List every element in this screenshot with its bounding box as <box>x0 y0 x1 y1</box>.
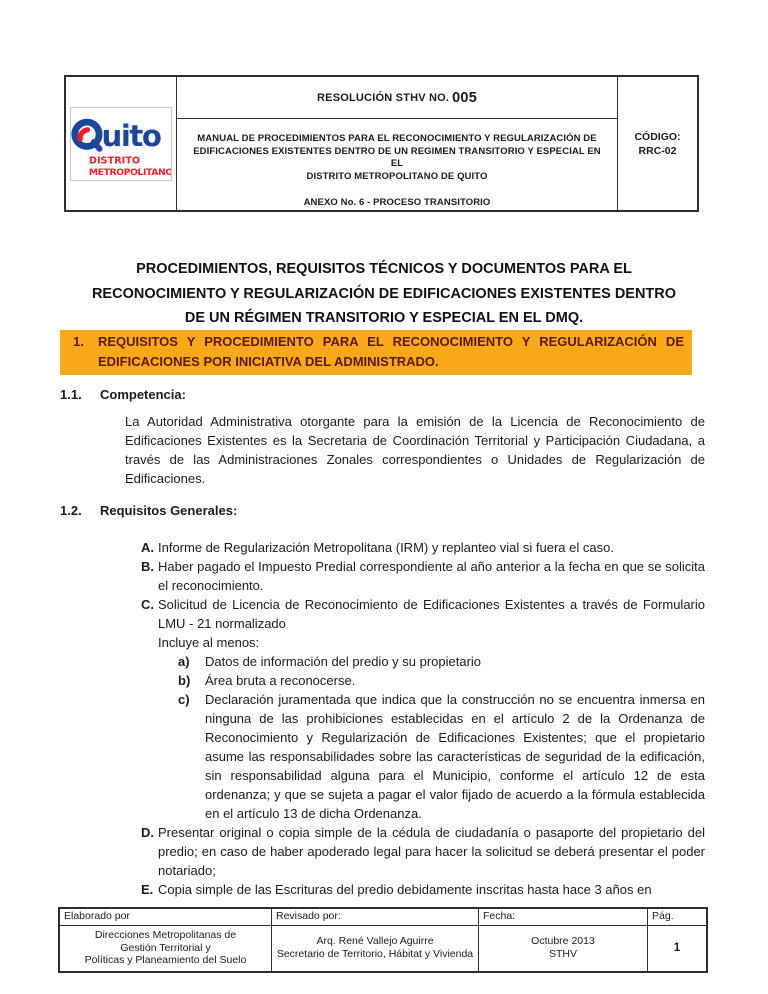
section-1-text: REQUISITOS Y PROCEDIMIENTO PARA EL RECONOCIMIENTO Y REGULARIZACIÓN DE EDIFICACIONES POR INICIATIVA DEL ADMINISTRADO. <box>98 334 684 369</box>
requisito-label: E. <box>141 882 154 897</box>
footer-fecha-cell <box>478 925 647 971</box>
footer-elaborado-line: Gestión Territorial y <box>120 941 211 954</box>
requisito-label: D. <box>141 825 154 840</box>
requisito-item-b <box>141 557 705 595</box>
requisito-text: Presentar original o copia simple de la cédula de ciudadanía o pasaporte del propietario del predio; en caso de haber apoderado legal para hacer la solicitud se deberá presentar el poder notariado; <box>158 825 705 878</box>
footer-header-fecha: Fecha: <box>478 909 647 925</box>
manual-title-cell <box>177 119 617 210</box>
sub-requisito-item-a <box>178 652 705 671</box>
manual-title-line: DISTRITO METROPOLITANO DE QUITO <box>306 170 488 182</box>
sub-requisito-text: Área bruta a reconocerse. <box>205 673 356 688</box>
section-1-2-heading <box>60 503 237 518</box>
footer-fecha-line: STHV <box>548 947 577 960</box>
footer-fecha-line: Octubre 2013 <box>531 935 595 948</box>
sub-requisito-label: b) <box>178 673 191 688</box>
manual-title-line: MANUAL DE PROCEDIMIENTOS PARA EL RECONOCIMIENTO Y REGULARIZACIÓN DE <box>197 133 597 144</box>
sub-requisito-label: a) <box>178 654 190 669</box>
footer-elaborado-line: Direcciones Metropolitanas de <box>94 929 237 941</box>
document-title-line: RECONOCIMIENTO Y REGULARIZACIÓN DE EDIFICACIONES EXISTENTES DENTRO <box>91 285 677 302</box>
requisito-item-e <box>141 880 705 899</box>
footer-page-number: 1 <box>673 941 681 954</box>
resolution-prefix: RESOLUCIÓN STHV NO. <box>317 91 450 104</box>
header-center-column <box>177 77 617 210</box>
sub-requisito-item-b <box>178 671 705 690</box>
requisito-item-c <box>141 595 705 823</box>
footer-header-revisado: Revisado por: <box>271 909 478 925</box>
logo-metropolitano: METROPOLITANO <box>88 166 171 178</box>
section-1-2-title: Requisitos Generales: <box>100 503 238 518</box>
section-1-1-number: 1.1. <box>60 387 82 402</box>
sub-requisito-label: c) <box>178 692 190 707</box>
footer-elaborado-cell <box>60 925 271 971</box>
anexo-title: ANEXO No. 6 - PROCESO TRANSITORIO <box>303 197 491 208</box>
footer-revisado-line: Secretario de Territorio, Hábitat y Vivienda <box>276 947 474 960</box>
sub-requisito-text: Declaración juramentada que indica que la construcción no se encuentra inmersa en ninguna de las prohibiciones establecidas en el artículo 2 de la Ordenanza de Reconocimiento y Regularización de Edificaciones Existentes; que el propietario asume las responsabilidades sobre las características de seguridad de la edificación, sin responsabilidad alguna para el Municipio, conforme el artículo 12 de esta ordenanza; y que se sujeta a pagar el valor fijado de acuerdo a la fórmula establecida en el artículo 13 de dicha Ordenanza. <box>205 692 705 821</box>
codigo-cell <box>617 77 697 210</box>
header-table <box>64 75 699 212</box>
document-title-line: DE UN RÉGIMEN TRANSITORIO Y ESPECIAL EN EL DMQ. <box>184 310 584 326</box>
section-1-1-heading <box>60 387 186 402</box>
requisito-text: Haber pagado el Impuesto Predial correspondiente al año anterior a la fecha en que se solicita el reconocimiento. <box>158 559 705 593</box>
requisito-label: A. <box>141 540 154 555</box>
quito-logo <box>70 107 172 181</box>
footer-revisado-cell <box>271 925 478 971</box>
resolution-title <box>177 77 617 119</box>
manual-title-line: EDIFICACIONES EXISTENTES DENTRO DE UN REGIMEN TRANSITORIO Y ESPECIAL EN EL <box>193 145 601 169</box>
footer-revisado-line: Arq. René Vallejo Aguirre <box>316 935 434 948</box>
requisito-text: Informe de Regularización Metropolitana (IRM) y replanteo vial si fuera el caso. <box>158 540 614 555</box>
footer-header-elaborado: Elaborado por <box>64 910 130 922</box>
section-1-number: 1. <box>73 334 84 349</box>
document-title <box>64 257 704 331</box>
requisito-item-d <box>141 823 705 880</box>
section-1-2-number: 1.2. <box>60 503 82 518</box>
document-title-line: PROCEDIMIENTOS, REQUISITOS TÉCNICOS Y DOCUMENTOS PARA EL <box>136 261 632 277</box>
footer-header-pag: Pág. <box>647 909 706 925</box>
requisitos-list <box>141 538 705 899</box>
resolution-number: 005 <box>452 89 477 106</box>
q-red-swoosh-icon <box>80 129 87 138</box>
logo-wordmark-rest: uito <box>101 118 161 153</box>
section-1-1-title: Competencia: <box>100 387 186 402</box>
logo-distrito: DISTRITO <box>88 154 141 166</box>
requisito-text: Solicitud de Licencia de Reconocimiento de Edificaciones Existentes a través de Formulario LMU - 21 normalizado <box>158 597 705 631</box>
logo-cell <box>66 77 177 210</box>
codigo-label: CÓDIGO: <box>634 130 681 143</box>
footer-table <box>58 907 708 973</box>
footer-elaborado-line: Políticas y Planeamiento del Suelo <box>84 954 247 966</box>
requisito-item-a <box>141 538 705 557</box>
requisito-label: B. <box>141 559 154 574</box>
sub-requisito-text: Datos de información del predio y su propietario <box>205 654 482 669</box>
section-1-heading <box>60 330 692 375</box>
footer-page-cell <box>647 925 706 971</box>
requisito-label: C. <box>141 597 154 612</box>
codigo-value: RRC-02 <box>638 144 677 157</box>
competencia-paragraph: La Autoridad Administrativa otorgante para la emisión de la Licencia de Reconocimiento de Edificaciones Existentes es la Secretaria de Coordinación Territorial y Participación Ciudadana, a través de las Administraciones Zonales correspondientes o Unidades de Regularización de Edificaciones. <box>125 414 705 486</box>
requisito-extra-text: Incluye al menos: <box>158 635 260 650</box>
requisito-text: Copia simple de las Escrituras del predio debidamente inscritas hasta hace 3 años en <box>158 882 652 897</box>
quito-logo-graphic <box>71 108 171 180</box>
sub-requisito-item-c <box>178 690 705 823</box>
